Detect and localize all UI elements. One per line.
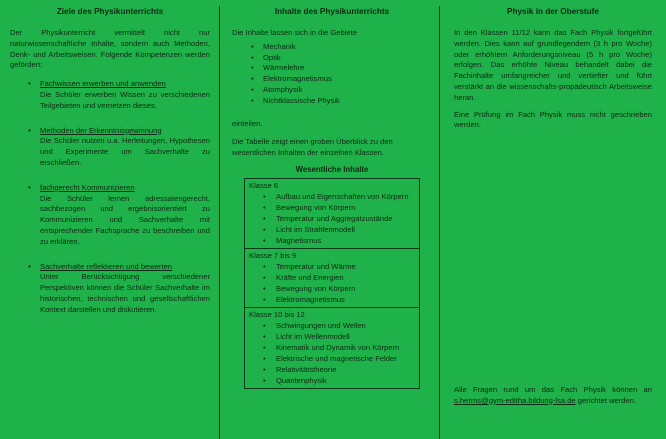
grade-cell xyxy=(245,307,419,388)
grade-cell xyxy=(245,179,419,248)
contents-after: einteilen. xyxy=(232,118,263,128)
contact-text xyxy=(454,385,652,407)
competency-item xyxy=(10,79,210,111)
column-upper-level xyxy=(440,0,666,439)
email-link[interactable]: s.herms@gym-editha.bildung-lsa.de xyxy=(454,395,576,405)
competency-item xyxy=(10,183,210,248)
contact-post: werden. xyxy=(609,395,637,405)
competency-text: Die Schüler nutzen u.a. Herleitungen, Hypothesen und Experimente um Sachverhalte zu erschließen. xyxy=(40,136,210,167)
grade-label: Klasse 10 bis 12 xyxy=(249,309,305,319)
topic-item: • Temperatur und Wärme xyxy=(249,261,415,272)
competency-title: Sachverhalte reflektieren und bewerten xyxy=(40,261,173,271)
bullet-icon: • xyxy=(28,182,31,192)
upper-level-paragraph: In den Klassen 11/12 kann das Fach Physik fortgeführt werden. Dies kann auf grundlegendem (3 h pro Woche) oder erhöhtem Anforderungsniveau (5 h pro Woche) erfolgen. Das erhöhte Niveau behandelt dabei die Fachinhalte umfangreicher und vertiefter und führt verstärkt an die wissenschafts-propädeutisch Arbeitsweise heran. xyxy=(454,28,652,102)
topic-item: • Elektromagnetismus xyxy=(249,294,415,305)
topic-list xyxy=(249,261,415,305)
column-goals xyxy=(0,0,218,439)
competency-item xyxy=(10,126,210,169)
grade-label: Klasse 6 xyxy=(249,180,279,190)
contact-mid: gerichtet xyxy=(577,395,607,405)
area-item: • Elektromagnetismus xyxy=(232,74,432,85)
bullet-icon: • xyxy=(28,125,31,135)
topic-item: • Schwingungen und Wellen xyxy=(249,320,415,331)
contact-pre: Alle Fragen rund um das Fach Physik können an xyxy=(454,385,652,394)
column-contents xyxy=(220,0,438,439)
grade-cell xyxy=(245,248,419,307)
topic-item: • Temperatur und Aggregatzustände xyxy=(249,213,415,224)
topic-list xyxy=(249,191,415,246)
area-item: • Atomphysik xyxy=(232,85,432,96)
topic-item: • Aufbau und Eigenschaften von Körpern xyxy=(249,191,415,202)
goals-intro: Der Physikunterricht vermittelt nicht nur naturwissenschaftliche Inhalte, sondern auch Methoden, Denk- und Arbeitsweisen. Folgende Kompetenzen werden gefördert: xyxy=(10,28,210,70)
competency-text: Die Schüler lernen adressatengerecht, sachbezogen und ergebnisorientiert zu Kommunizieren und Sachverhalte mit entsprechender Fachsprache zu beschreiben und zu erklären. xyxy=(40,193,210,246)
competency-item xyxy=(10,262,210,316)
topic-item: • Bewegung von Körpern xyxy=(249,202,415,213)
area-item: • Mechanik xyxy=(232,42,432,53)
grade-label: Klasse 7 bis 9 xyxy=(249,250,297,260)
topic-item: • Bewegung von Körpern xyxy=(249,283,415,294)
area-item: • Wärmelehre xyxy=(232,63,432,74)
topic-item: • Kinematik und Dynamik von Körpern xyxy=(249,342,415,353)
topic-item: • Licht im Strahlenmodell xyxy=(249,224,415,235)
topic-item: • Elektrische und magnetische Felder xyxy=(249,353,415,364)
bullet-icon: • xyxy=(28,79,31,89)
goals-heading: Ziele des Physikunterrichts xyxy=(56,7,164,16)
contents-heading: Inhalte des Physikunterrichts xyxy=(274,7,390,16)
content-table xyxy=(244,178,420,389)
topic-item: • Magnetismus xyxy=(249,235,415,246)
topic-item: • Quantenphysik xyxy=(249,375,415,386)
competency-title: fachgerecht Kommunizieren xyxy=(40,182,135,192)
topic-item: • Relativitätstheorie xyxy=(249,364,415,375)
topic-item: • Licht im Wellenmodell xyxy=(249,331,415,342)
upper-level-heading: Physik in der Oberstufe xyxy=(507,7,599,16)
topic-list xyxy=(249,320,415,386)
area-item: • Optik xyxy=(232,53,432,64)
bullet-icon: • xyxy=(28,261,31,271)
competency-text: Unter Berücksichtigung verschiedener Perspektiven können die Schüler Sachverhalte im historischen, technischen und gesellschaftlichen Kontext darstellen und diskutieren. xyxy=(40,272,210,314)
competency-title: Methoden der Erkenntnisgewinnung xyxy=(40,125,162,135)
area-item: • Nichtklassische Physik xyxy=(232,96,432,107)
contact-block xyxy=(454,385,652,407)
competency-text: Die Schüler erwerben Wissen zu verschiedenen Teilgebieten und vernetzen dieses. xyxy=(40,89,210,110)
contents-intro: Die Inhalte lassen sich in die Gebiete xyxy=(232,28,357,37)
competency-title: Fachwissen erwerben und anwenden xyxy=(40,79,166,89)
area-list xyxy=(232,42,432,107)
exam-note: Eine Prüfung im Fach Physik muss nicht geschrieben werden. xyxy=(454,109,652,130)
table-subheading: Wesentliche Inhalte xyxy=(295,164,369,174)
competency-list xyxy=(10,79,210,315)
topic-item: • Kräfte und Energien xyxy=(249,272,415,283)
table-note: Die Tabelle zeigt einen groben Überblick zu den wesentlichen Inhalten der einzelnen Klassen. xyxy=(232,137,393,158)
